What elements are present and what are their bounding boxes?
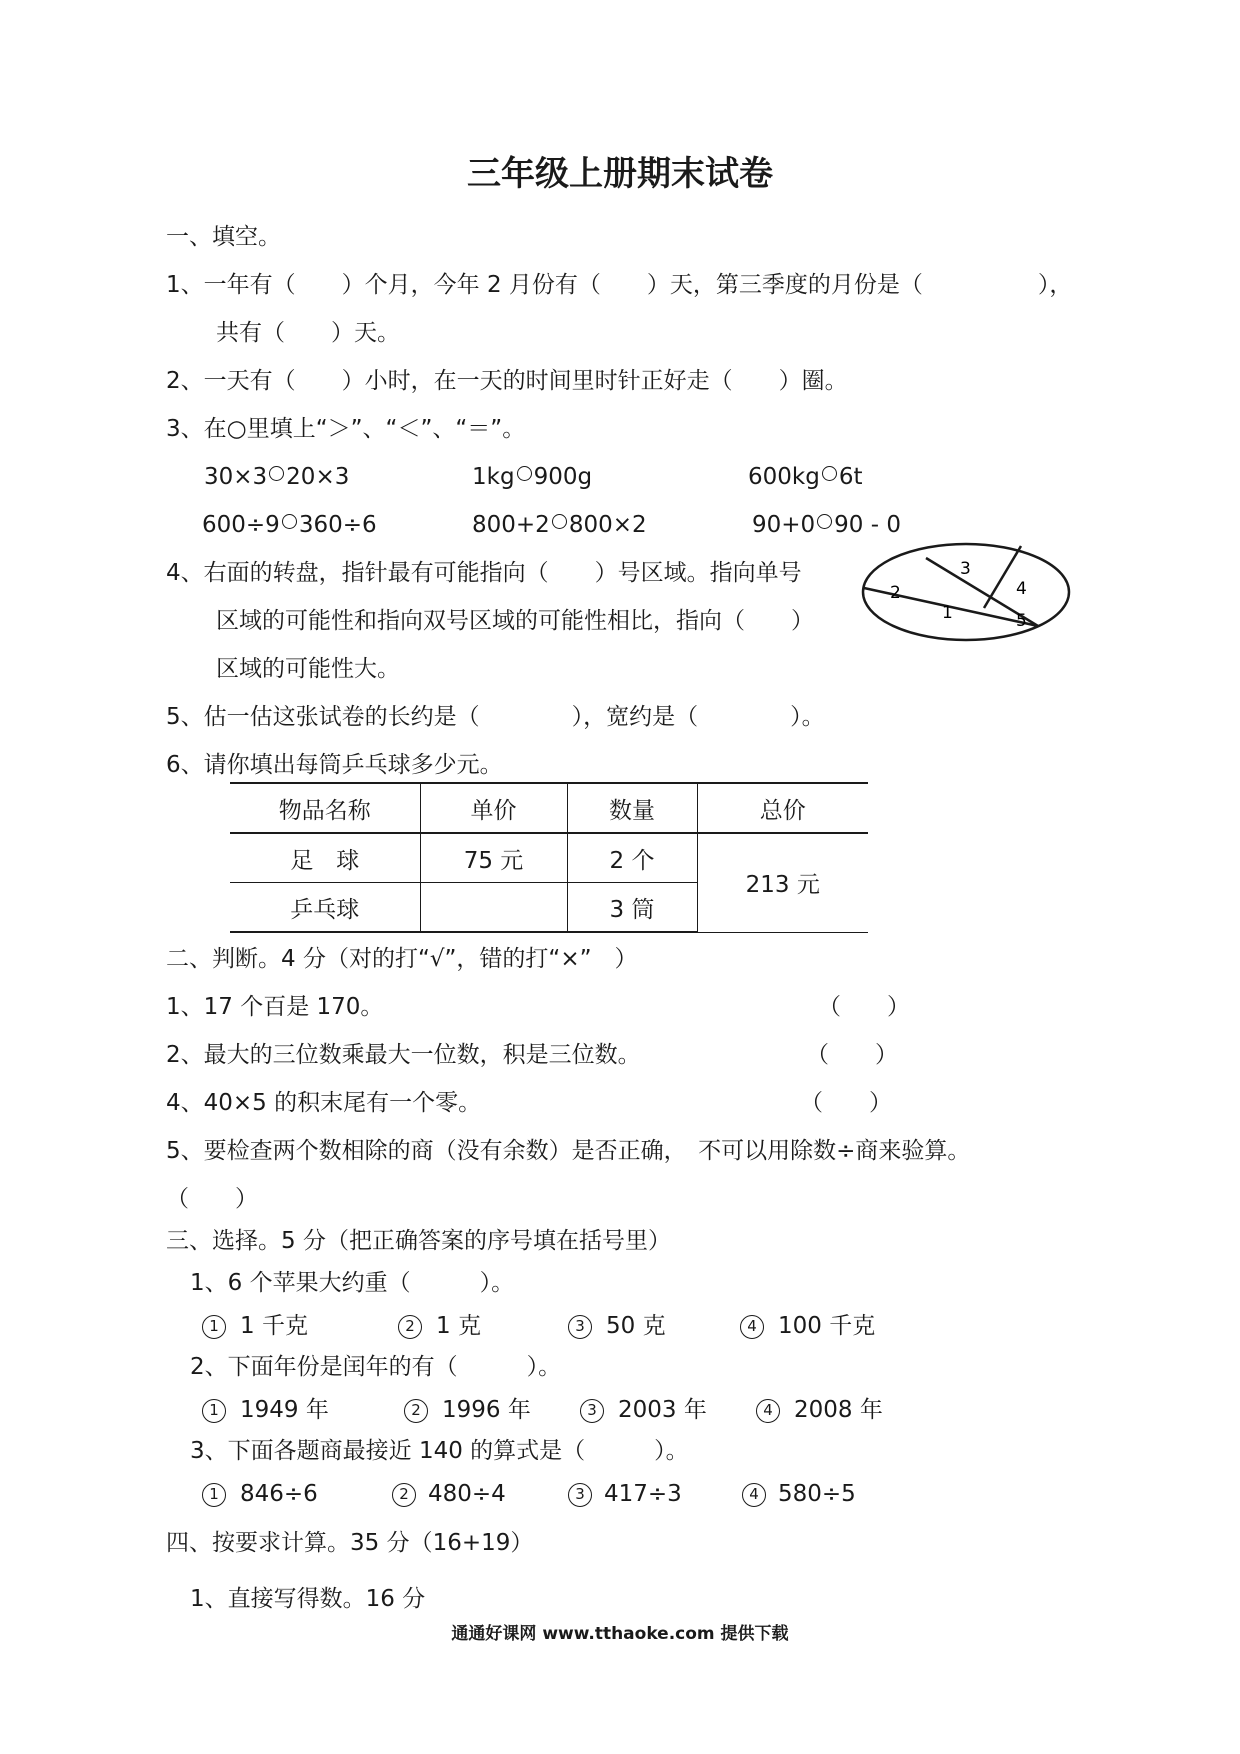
option-text[interactable]: 2008 年: [794, 1397, 883, 1423]
option-marker: 4: [756, 1399, 780, 1423]
spinner-diagram: [856, 538, 1076, 648]
compare-circle[interactable]: [282, 514, 297, 529]
page-title: 三年级上册期末试卷: [467, 154, 773, 194]
spinner-label: 2: [890, 583, 901, 603]
compare-item: 30×3 20×3: [204, 464, 350, 490]
judge-item-text: 2、最大的三位数乘最大一位数，积是三位数。: [166, 1042, 641, 1068]
table-header-row: [230, 783, 868, 833]
footer-text: 通通好课网 www.tthaoke.com 提供下载: [451, 1624, 789, 1644]
section-2-heading: 二、判断。4 分（对的打“√”，错的打“×” ）: [166, 946, 638, 972]
compare-item: 600kg 6t: [748, 464, 863, 490]
question-4-line-3: 区域的可能性大。: [216, 656, 400, 682]
question-4-line-1: 4、右面的转盘，指针最有可能指向（ ）号区域。指向单号: [166, 560, 802, 586]
option-marker: 1: [202, 1399, 226, 1423]
table-row: [230, 833, 868, 883]
option-text[interactable]: 50 克: [606, 1313, 666, 1339]
option-marker: 3: [580, 1399, 604, 1423]
option-marker: 2: [392, 1483, 416, 1507]
table-header: 单价: [420, 783, 567, 833]
spinner-label: 4: [1016, 579, 1027, 599]
judge-item-text: 5、要检查两个数相除的商（没有余数）是否正确， 不可以用除数÷商来验算。: [166, 1138, 971, 1164]
judge-answer-blank[interactable]: （ ）: [166, 1186, 258, 1212]
choice-question-stem: 2、下面年份是闰年的有（ ）。: [190, 1354, 562, 1380]
option-text[interactable]: 2003 年: [618, 1397, 707, 1423]
option-marker: 4: [742, 1483, 766, 1507]
unit-price-cell: 75 元: [420, 833, 567, 883]
table-header: 数量: [567, 783, 697, 833]
question-4-line-2: 区域的可能性和指向双号区域的可能性相比，指向（ ）: [216, 608, 814, 634]
spinner-label: 1: [942, 603, 953, 623]
choice-question-stem: 3、下面各题商最接近 140 的算式是（ ）。: [190, 1438, 689, 1464]
compare-circle[interactable]: [817, 514, 832, 529]
section-3-heading: 三、选择。5 分（把正确答案的序号填在括号里）: [166, 1228, 671, 1254]
question-2: 2、一天有（ ）小时，在一天的时间里时针正好走（ ）圈。: [166, 368, 848, 394]
option-text[interactable]: 1 克: [436, 1313, 481, 1339]
quantity-cell: 2 个: [567, 833, 697, 883]
spinner-label: 3: [960, 559, 971, 579]
table-header: 物品名称: [230, 783, 420, 833]
option-marker: 2: [398, 1315, 422, 1339]
item-name-cell: 足 球: [230, 833, 420, 883]
question-1-line-2: 共有（ ）天。: [216, 320, 400, 346]
compare-circle[interactable]: [822, 466, 837, 481]
judge-answer-blank[interactable]: （ ）: [818, 994, 910, 1020]
option-marker: 4: [740, 1315, 764, 1339]
section-1-heading: 一、填空。: [166, 224, 281, 250]
option-marker: 2: [404, 1399, 428, 1423]
question-3: 3、在○里填上“＞”、“＜”、“＝”。: [166, 416, 526, 442]
option-text[interactable]: 100 千克: [778, 1313, 876, 1339]
judge-answer-blank[interactable]: （ ）: [806, 1042, 898, 1068]
option-text[interactable]: 1 千克: [240, 1313, 308, 1339]
judge-item-text: 4、40×5 的积末尾有一个零。: [166, 1090, 482, 1116]
compare-item: 1kg 900g: [472, 464, 593, 490]
quantity-cell: 3 筒: [567, 883, 697, 933]
item-name-cell: 乒乓球: [230, 883, 420, 933]
sub-question-1: 1、直接写得数。16 分: [190, 1586, 426, 1612]
option-text[interactable]: 1996 年: [442, 1397, 531, 1423]
option-text[interactable]: 580÷5: [778, 1481, 856, 1507]
choice-question-stem: 1、6 个苹果大约重（ ）。: [190, 1270, 515, 1296]
judge-item-text: 1、17 个百是 170。: [166, 994, 384, 1020]
option-marker: 1: [202, 1483, 226, 1507]
unit-price-answer-cell[interactable]: [420, 883, 567, 933]
question-6: 6、请你填出每筒乒乓球多少元。: [166, 752, 503, 778]
table-header: 总价: [697, 783, 868, 833]
option-marker: 3: [568, 1315, 592, 1339]
spinner-label: 5: [1016, 611, 1027, 631]
option-text[interactable]: 480÷4: [428, 1481, 506, 1507]
compare-item: 600÷9 360÷6: [202, 512, 377, 538]
judge-answer-blank[interactable]: （ ）: [800, 1090, 892, 1116]
compare-circle[interactable]: [517, 466, 532, 481]
question-1-line-1: 1、一年有（ ）个月，今年 2 月份有（ ）天，第三季度的月份是（ ），: [166, 272, 1073, 298]
question-5: 5、估一估这张试卷的长约是（ ），宽约是（ ）。: [166, 704, 825, 730]
option-marker: 1: [202, 1315, 226, 1339]
compare-circle[interactable]: [552, 514, 567, 529]
option-marker: 3: [568, 1483, 592, 1507]
compare-item: 800+2 800×2: [472, 512, 647, 538]
compare-item: 90+0 90 - 0: [752, 512, 901, 538]
compare-circle[interactable]: [269, 466, 284, 481]
price-table: [230, 782, 868, 933]
option-text[interactable]: 846÷6: [240, 1481, 318, 1507]
option-text[interactable]: 1949 年: [240, 1397, 329, 1423]
option-text[interactable]: 417÷3: [604, 1481, 682, 1507]
total-price-cell: 213 元: [697, 833, 868, 932]
section-4-heading: 四、按要求计算。35 分（16+19）: [166, 1530, 534, 1556]
